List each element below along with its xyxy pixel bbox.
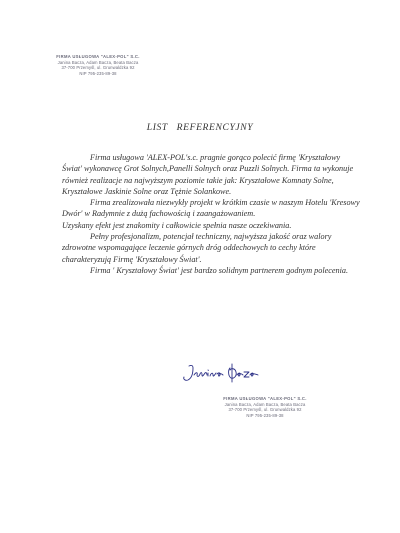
stamp-nip: NIP 795-235-89-38 xyxy=(246,412,284,418)
company-stamp-top xyxy=(44,54,152,76)
letter-paragraph: Firma ' Kryształowy Świat' jest bardzo solidnym partnerem godnym polecenia. xyxy=(90,265,349,275)
stamp-company-name: FIRMA USŁUGOWA "ALEX-POL" S.C. xyxy=(56,54,140,59)
stamp-owners: Janina Bacza, Adam Bacza, Beata Bacza xyxy=(224,401,306,407)
letter-paragraph: Firma zrealizowała niezwykły projekt w krótkim czasie w naszym Hotelu 'Kresowy Dwór' w Radymnie z dużą fachowością i zaangażowaniem. xyxy=(62,198,360,219)
stamp-company-name: FIRMA USŁUGOWA "ALEX-POL" S.C. xyxy=(223,396,307,401)
stamp-address: 37-700 Przemyśl, ul. Grunwaldzka 92 xyxy=(228,407,302,413)
stamp-address: 37-700 Przemyśl, ul. Grunwaldzka 92 xyxy=(61,65,135,71)
letter-title: LIST REFERENCYJNY xyxy=(146,122,254,133)
letter-paragraph: Uzyskany efekt jest znakomity i całkowicie spełnia nasze oczekiwania. xyxy=(62,220,292,230)
stamp-owners: Janina Bacza, Adam Bacza, Beata Bacza xyxy=(57,59,139,65)
letter-body xyxy=(62,152,362,276)
stamp-nip: NIP 795-235-89-38 xyxy=(79,70,117,76)
signature-drawing xyxy=(180,360,264,386)
company-stamp-bottom xyxy=(210,396,320,418)
handwritten-signature xyxy=(180,360,264,386)
letter-paragraph: Pełny profesjonalizm, potencjał techniczny, najwyższa jakość oraz walory zdrowotne wspomagające leczenie górnych dróg oddechowych to cechy które charakteryzują Firmę 'Kryształowy Świat'. xyxy=(62,232,332,264)
letter-paragraph: Firma usługowa 'ALEX-POL's.c. pragnie gorąco polecić firmę 'Kryształowy Świat' wykonawcę Grot Solnych,Panelli Solnych oraz Puzzli Solnych. Firma ta wykonuje również realizacje na najwyższym poziomie takie jak: Kryształowe Komnaty Solne, Kryształowe Jaskinie Solne oraz Tężnie Solankowe. xyxy=(62,153,354,196)
